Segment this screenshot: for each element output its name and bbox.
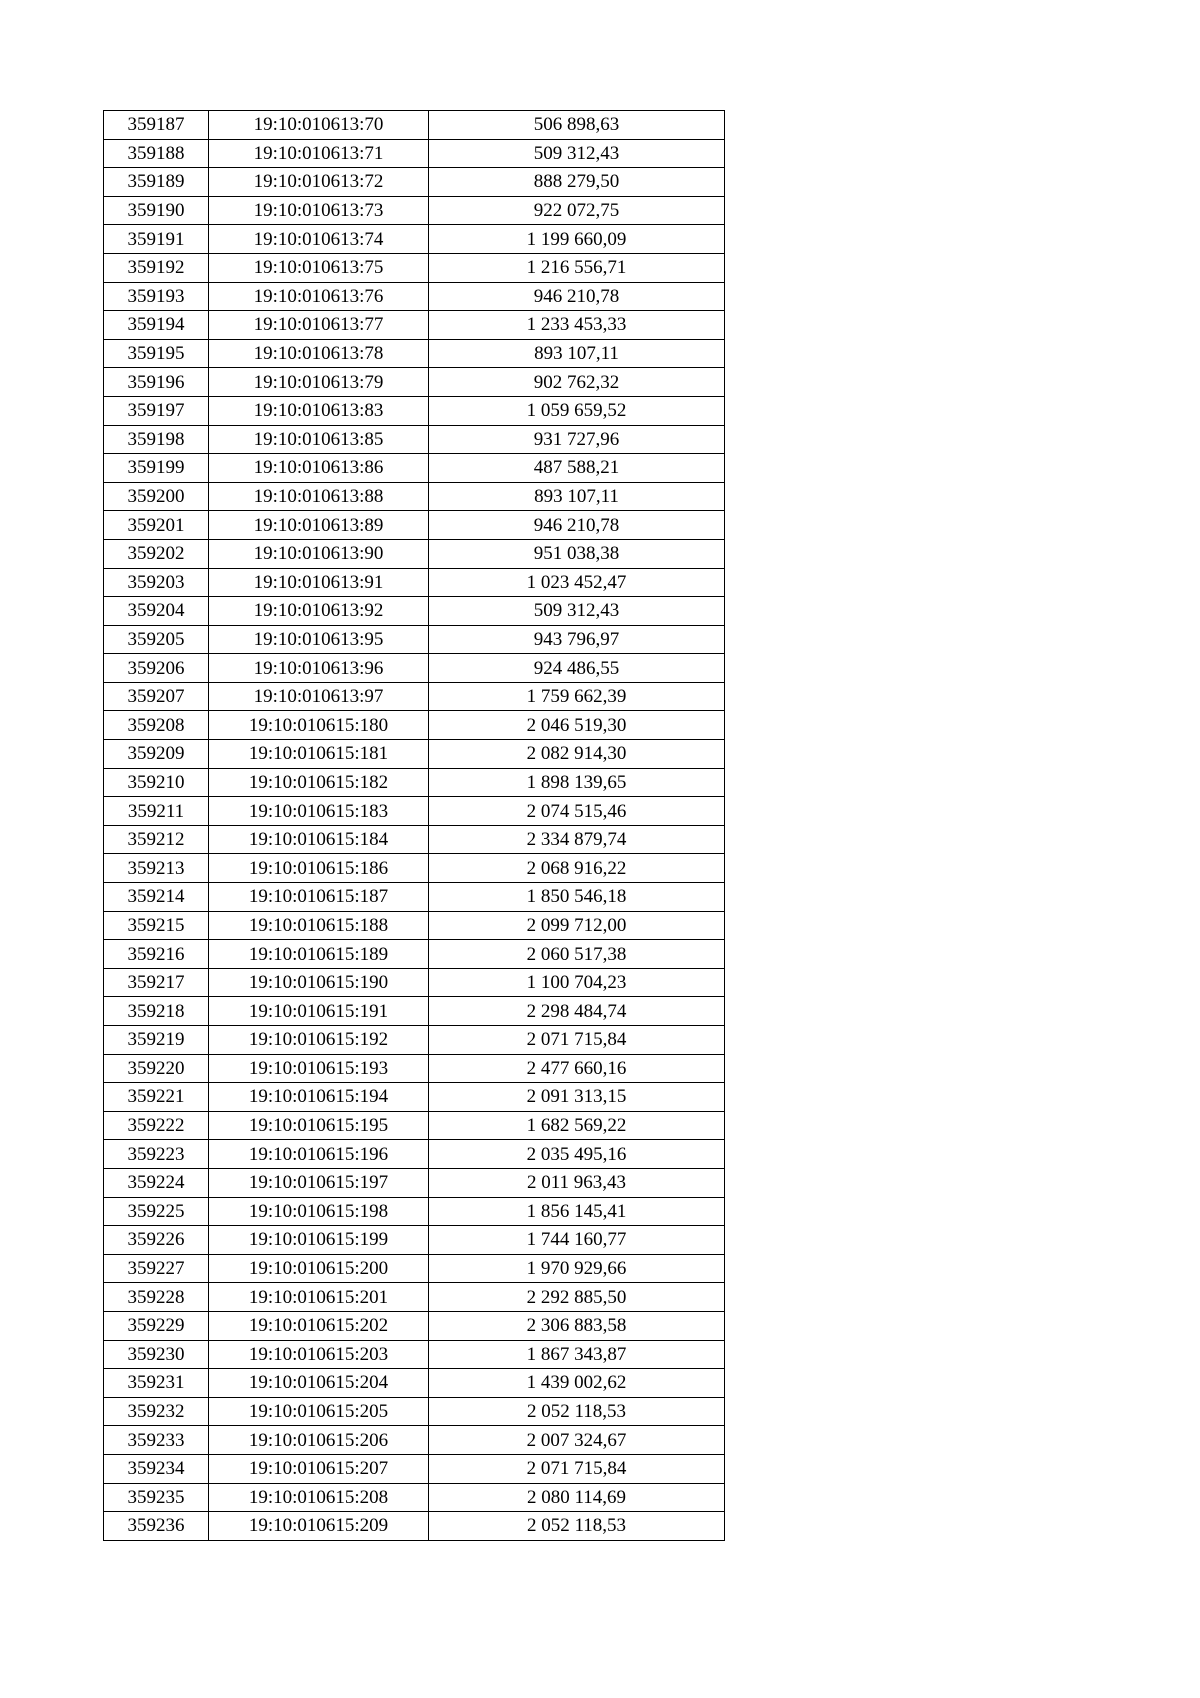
row-number-cell: 359208 [104, 711, 209, 740]
cadastral-number-cell: 19:10:010613:76 [209, 282, 429, 311]
row-number-cell: 359234 [104, 1454, 209, 1483]
row-number-cell: 359205 [104, 625, 209, 654]
cadastral-number-cell: 19:10:010615:187 [209, 883, 429, 912]
row-number-cell: 359197 [104, 396, 209, 425]
row-number-cell: 359219 [104, 1026, 209, 1055]
cadastral-number-cell: 19:10:010615:198 [209, 1197, 429, 1226]
cadastral-value-cell: 1 898 139,65 [429, 768, 725, 797]
cadastral-number-cell: 19:10:010615:200 [209, 1254, 429, 1283]
cadastral-number-cell: 19:10:010615:182 [209, 768, 429, 797]
table-row [104, 854, 725, 883]
table-row [104, 253, 725, 282]
cadastral-number-cell: 19:10:010615:205 [209, 1397, 429, 1426]
cadastral-number-cell: 19:10:010613:77 [209, 311, 429, 340]
row-number-cell: 359212 [104, 825, 209, 854]
cadastral-value-cell: 2 046 519,30 [429, 711, 725, 740]
cadastral-value-cell: 1 216 556,71 [429, 253, 725, 282]
cadastral-number-cell: 19:10:010615:180 [209, 711, 429, 740]
row-number-cell: 359209 [104, 740, 209, 769]
cadastral-number-cell: 19:10:010613:83 [209, 396, 429, 425]
table-row [104, 940, 725, 969]
row-number-cell: 359226 [104, 1226, 209, 1255]
table-row [104, 911, 725, 940]
row-number-cell: 359199 [104, 454, 209, 483]
cadastral-value-cell: 2 080 114,69 [429, 1483, 725, 1512]
cadastral-number-cell: 19:10:010613:79 [209, 368, 429, 397]
row-number-cell: 359233 [104, 1426, 209, 1455]
cadastral-number-cell: 19:10:010615:192 [209, 1026, 429, 1055]
table-row [104, 1397, 725, 1426]
cadastral-number-cell: 19:10:010613:85 [209, 425, 429, 454]
table-row [104, 196, 725, 225]
row-number-cell: 359224 [104, 1168, 209, 1197]
row-number-cell: 359220 [104, 1054, 209, 1083]
cadastral-value-cell: 2 071 715,84 [429, 1026, 725, 1055]
row-number-cell: 359221 [104, 1083, 209, 1112]
row-number-cell: 359232 [104, 1397, 209, 1426]
cadastral-number-cell: 19:10:010615:196 [209, 1140, 429, 1169]
cadastral-number-cell: 19:10:010613:86 [209, 454, 429, 483]
row-number-cell: 359195 [104, 339, 209, 368]
cadastral-value-cell: 1 759 662,39 [429, 682, 725, 711]
table-row [104, 568, 725, 597]
row-number-cell: 359187 [104, 111, 209, 140]
cadastral-value-cell: 2 007 324,67 [429, 1426, 725, 1455]
cadastral-value-cell: 922 072,75 [429, 196, 725, 225]
cadastral-number-cell: 19:10:010613:74 [209, 225, 429, 254]
cadastral-number-cell: 19:10:010613:92 [209, 597, 429, 626]
table-row [104, 111, 725, 140]
row-number-cell: 359198 [104, 425, 209, 454]
table-row [104, 1311, 725, 1340]
cadastral-value-cell: 1 199 660,09 [429, 225, 725, 254]
cadastral-value-cell: 893 107,11 [429, 339, 725, 368]
cadastral-value-cell: 2 074 515,46 [429, 797, 725, 826]
cadastral-value-cell: 943 796,97 [429, 625, 725, 654]
table-row [104, 1454, 725, 1483]
cadastral-value-cell: 1 850 546,18 [429, 883, 725, 912]
table-row [104, 740, 725, 769]
row-number-cell: 359223 [104, 1140, 209, 1169]
cadastral-value-cell: 487 588,21 [429, 454, 725, 483]
cadastral-number-cell: 19:10:010613:91 [209, 568, 429, 597]
cadastral-value-cell: 506 898,63 [429, 111, 725, 140]
table-row [104, 883, 725, 912]
cadastral-number-cell: 19:10:010615:195 [209, 1111, 429, 1140]
row-number-cell: 359211 [104, 797, 209, 826]
row-number-cell: 359190 [104, 196, 209, 225]
row-number-cell: 359206 [104, 654, 209, 683]
row-number-cell: 359236 [104, 1512, 209, 1541]
cadastral-value-cell: 2 298 484,74 [429, 997, 725, 1026]
table-row [104, 1226, 725, 1255]
cadastral-value-table [103, 110, 725, 1541]
table-row [104, 1054, 725, 1083]
cadastral-value-cell: 2 068 916,22 [429, 854, 725, 883]
cadastral-value-cell: 2 052 118,53 [429, 1397, 725, 1426]
cadastral-value-cell: 2 011 963,43 [429, 1168, 725, 1197]
row-number-cell: 359230 [104, 1340, 209, 1369]
cadastral-value-cell: 893 107,11 [429, 482, 725, 511]
cadastral-value-cell: 1 439 002,62 [429, 1369, 725, 1398]
cadastral-number-cell: 19:10:010613:71 [209, 139, 429, 168]
row-number-cell: 359210 [104, 768, 209, 797]
row-number-cell: 359217 [104, 968, 209, 997]
cadastral-number-cell: 19:10:010615:209 [209, 1512, 429, 1541]
cadastral-value-cell: 888 279,50 [429, 168, 725, 197]
table-body [104, 111, 725, 1541]
cadastral-value-cell: 2 334 879,74 [429, 825, 725, 854]
row-number-cell: 359202 [104, 539, 209, 568]
cadastral-value-cell: 902 762,32 [429, 368, 725, 397]
table-row [104, 997, 725, 1026]
table-row [104, 797, 725, 826]
row-number-cell: 359228 [104, 1283, 209, 1312]
cadastral-value-cell: 509 312,43 [429, 139, 725, 168]
cadastral-value-cell: 946 210,78 [429, 282, 725, 311]
cadastral-number-cell: 19:10:010613:90 [209, 539, 429, 568]
cadastral-number-cell: 19:10:010613:70 [209, 111, 429, 140]
cadastral-number-cell: 19:10:010613:89 [209, 511, 429, 540]
cadastral-value-cell: 1 233 453,33 [429, 311, 725, 340]
table-row [104, 1083, 725, 1112]
cadastral-number-cell: 19:10:010613:78 [209, 339, 429, 368]
cadastral-value-cell: 931 727,96 [429, 425, 725, 454]
table-row [104, 1026, 725, 1055]
table-row [104, 1426, 725, 1455]
cadastral-number-cell: 19:10:010615:183 [209, 797, 429, 826]
row-number-cell: 359207 [104, 682, 209, 711]
cadastral-number-cell: 19:10:010615:191 [209, 997, 429, 1026]
row-number-cell: 359214 [104, 883, 209, 912]
row-number-cell: 359204 [104, 597, 209, 626]
cadastral-value-cell: 2 306 883,58 [429, 1311, 725, 1340]
row-number-cell: 359188 [104, 139, 209, 168]
table-row [104, 1140, 725, 1169]
cadastral-number-cell: 19:10:010613:97 [209, 682, 429, 711]
cadastral-number-cell: 19:10:010613:95 [209, 625, 429, 654]
cadastral-number-cell: 19:10:010613:96 [209, 654, 429, 683]
row-number-cell: 359189 [104, 168, 209, 197]
row-number-cell: 359196 [104, 368, 209, 397]
cadastral-value-cell: 2 477 660,16 [429, 1054, 725, 1083]
cadastral-number-cell: 19:10:010615:202 [209, 1311, 429, 1340]
cadastral-number-cell: 19:10:010615:184 [209, 825, 429, 854]
cadastral-value-cell: 2 060 517,38 [429, 940, 725, 969]
table-row [104, 711, 725, 740]
cadastral-value-cell: 1 970 929,66 [429, 1254, 725, 1283]
cadastral-value-cell: 951 038,38 [429, 539, 725, 568]
table-row [104, 768, 725, 797]
row-number-cell: 359227 [104, 1254, 209, 1283]
table-row [104, 282, 725, 311]
cadastral-number-cell: 19:10:010613:75 [209, 253, 429, 282]
table-row [104, 311, 725, 340]
table-row [104, 511, 725, 540]
table-row [104, 139, 725, 168]
cadastral-value-cell: 509 312,43 [429, 597, 725, 626]
table-row [104, 654, 725, 683]
table-row [104, 368, 725, 397]
cadastral-value-cell: 1 059 659,52 [429, 396, 725, 425]
cadastral-number-cell: 19:10:010615:193 [209, 1054, 429, 1083]
table-row [104, 1254, 725, 1283]
row-number-cell: 359193 [104, 282, 209, 311]
row-number-cell: 359218 [104, 997, 209, 1026]
row-number-cell: 359201 [104, 511, 209, 540]
table-row [104, 225, 725, 254]
table-row [104, 597, 725, 626]
table-row [104, 454, 725, 483]
row-number-cell: 359192 [104, 253, 209, 282]
row-number-cell: 359203 [104, 568, 209, 597]
cadastral-value-cell: 1 867 343,87 [429, 1340, 725, 1369]
cadastral-value-cell: 1 856 145,41 [429, 1197, 725, 1226]
cadastral-value-cell: 2 035 495,16 [429, 1140, 725, 1169]
table-row [104, 482, 725, 511]
cadastral-number-cell: 19:10:010613:88 [209, 482, 429, 511]
row-number-cell: 359235 [104, 1483, 209, 1512]
cadastral-value-cell: 1 744 160,77 [429, 1226, 725, 1255]
cadastral-number-cell: 19:10:010615:207 [209, 1454, 429, 1483]
row-number-cell: 359191 [104, 225, 209, 254]
table-row [104, 1369, 725, 1398]
cadastral-number-cell: 19:10:010613:72 [209, 168, 429, 197]
table-row [104, 1512, 725, 1541]
row-number-cell: 359229 [104, 1311, 209, 1340]
cadastral-number-cell: 19:10:010615:199 [209, 1226, 429, 1255]
cadastral-number-cell: 19:10:010615:197 [209, 1168, 429, 1197]
table-row [104, 1197, 725, 1226]
table-row [104, 396, 725, 425]
row-number-cell: 359213 [104, 854, 209, 883]
table-row [104, 1111, 725, 1140]
row-number-cell: 359231 [104, 1369, 209, 1398]
cadastral-value-cell: 1 682 569,22 [429, 1111, 725, 1140]
cadastral-value-cell: 2 071 715,84 [429, 1454, 725, 1483]
table-row [104, 1168, 725, 1197]
cadastral-number-cell: 19:10:010615:201 [209, 1283, 429, 1312]
table-row [104, 625, 725, 654]
row-number-cell: 359194 [104, 311, 209, 340]
table-row [104, 425, 725, 454]
cadastral-number-cell: 19:10:010615:203 [209, 1340, 429, 1369]
cadastral-number-cell: 19:10:010615:194 [209, 1083, 429, 1112]
table-row [104, 1340, 725, 1369]
cadastral-value-cell: 924 486,55 [429, 654, 725, 683]
cadastral-number-cell: 19:10:010615:190 [209, 968, 429, 997]
table-row [104, 339, 725, 368]
cadastral-value-cell: 2 099 712,00 [429, 911, 725, 940]
cadastral-value-cell: 2 052 118,53 [429, 1512, 725, 1541]
cadastral-value-cell: 1 100 704,23 [429, 968, 725, 997]
row-number-cell: 359225 [104, 1197, 209, 1226]
table-row [104, 968, 725, 997]
cadastral-number-cell: 19:10:010615:186 [209, 854, 429, 883]
table-row [104, 825, 725, 854]
row-number-cell: 359216 [104, 940, 209, 969]
cadastral-number-cell: 19:10:010615:204 [209, 1369, 429, 1398]
cadastral-number-cell: 19:10:010613:73 [209, 196, 429, 225]
cadastral-value-cell: 2 082 914,30 [429, 740, 725, 769]
row-number-cell: 359215 [104, 911, 209, 940]
table-row [104, 168, 725, 197]
table-row [104, 1283, 725, 1312]
cadastral-number-cell: 19:10:010615:181 [209, 740, 429, 769]
cadastral-value-cell: 1 023 452,47 [429, 568, 725, 597]
cadastral-value-cell: 2 091 313,15 [429, 1083, 725, 1112]
cadastral-number-cell: 19:10:010615:206 [209, 1426, 429, 1455]
cadastral-value-cell: 2 292 885,50 [429, 1283, 725, 1312]
table-row [104, 1483, 725, 1512]
cadastral-number-cell: 19:10:010615:189 [209, 940, 429, 969]
row-number-cell: 359200 [104, 482, 209, 511]
cadastral-number-cell: 19:10:010615:188 [209, 911, 429, 940]
table-row [104, 682, 725, 711]
table-row [104, 539, 725, 568]
cadastral-number-cell: 19:10:010615:208 [209, 1483, 429, 1512]
cadastral-value-cell: 946 210,78 [429, 511, 725, 540]
row-number-cell: 359222 [104, 1111, 209, 1140]
